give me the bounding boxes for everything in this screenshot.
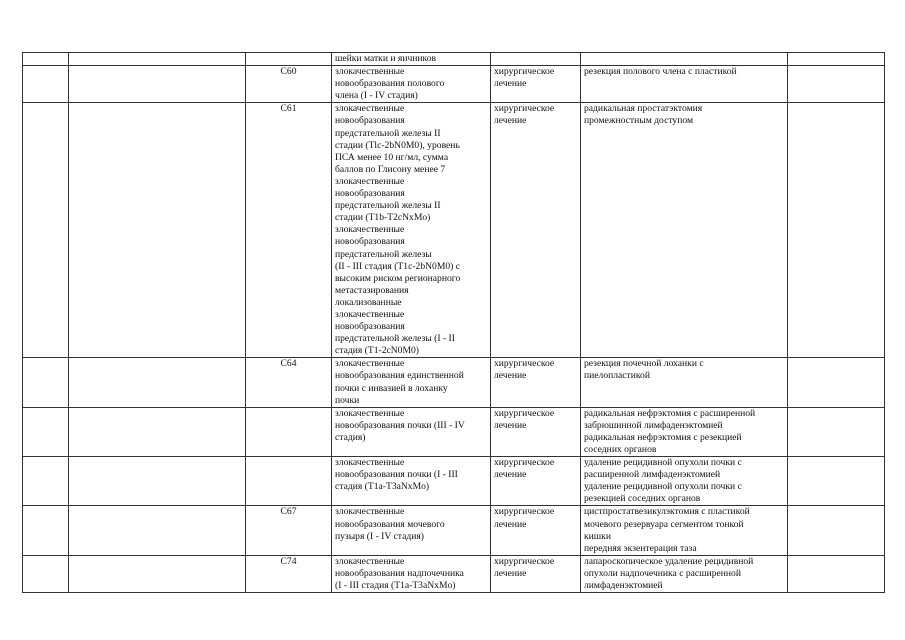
cell-col2 (69, 66, 246, 103)
cell-text-line: злокачественные (335, 66, 405, 78)
cell-col7 (788, 457, 885, 506)
cell-text-line: хирургическое (494, 407, 555, 419)
cell-col7 (788, 506, 885, 555)
cell-text-line: пузыря (I - IV стадия) (335, 530, 424, 542)
cell-text-line: новообразования надпочечника (335, 567, 464, 579)
cell-text-line: злокачественные (335, 506, 405, 518)
cell-text-line: соседних органов (584, 444, 657, 455)
cell-text-line: новообразования единственной (335, 370, 464, 382)
cell-treatment-method (581, 358, 788, 407)
table-row (23, 555, 885, 592)
table-row (23, 53, 885, 66)
cell-text-line: предстательной железы II (335, 127, 441, 139)
cell-text-line: шейки матки и яичников (335, 53, 437, 64)
cell-text-line: кишки (584, 530, 611, 542)
table-row (23, 358, 885, 407)
cell-text: C74 (280, 555, 297, 567)
cell-text-line: удаление рецидивной опухоли почки с (584, 481, 742, 493)
cell-treatment-method (581, 407, 788, 456)
cell-text-line: почки с инвазией в лоханку (335, 382, 448, 394)
cell-text-line: лимфаденэктомией (584, 580, 663, 592)
cell-col2 (69, 53, 246, 66)
cell-text: C64 (280, 358, 297, 370)
cell-text-line: хирургическое (494, 358, 555, 370)
cell-col7 (788, 555, 885, 592)
cell-diagnosis (332, 407, 491, 456)
cell-text-line: злокачественные (335, 358, 405, 370)
cell-text-line: забрюшинной лимфаденэктомией (584, 419, 723, 431)
cell-treatment-method (581, 53, 788, 66)
cell-text-line: баллов по Глисону менее 7 (335, 163, 446, 175)
cell-text-line: радикальная простатэктомия (584, 103, 703, 115)
cell-text-line: стадии (Tlc-2bN0M0), уровень (335, 139, 460, 151)
cell-text-line: мочевого резервуара сегментом тонкой (584, 518, 744, 530)
cell-text-line: резекция полового члена с пластикой (584, 66, 737, 78)
cell-treatment-method (581, 103, 788, 358)
cell-treatment-type (491, 358, 581, 407)
cell-text-line: лечение (494, 115, 527, 127)
cell-text-line: лапароскопическое удаление рецидивной (584, 555, 754, 567)
document-page (22, 52, 884, 593)
medical-procedures-table (22, 52, 885, 593)
cell-text-line: злокачественные (335, 308, 405, 320)
cell-text-line: резекцией соседних органов (584, 493, 701, 505)
cell-treatment-type (491, 407, 581, 456)
cell-diagnosis (332, 506, 491, 555)
cell-treatment-type (491, 457, 581, 506)
cell-treatment-method (581, 506, 788, 555)
cell-text-line: злокачественные (335, 175, 405, 187)
cell-text-line: новообразования почки (III - IV (335, 419, 465, 431)
table-row (23, 66, 885, 103)
cell-text-line: лечение (494, 469, 527, 481)
table-row (23, 407, 885, 456)
cell-treatment-type (491, 555, 581, 592)
cell-icd-code (246, 53, 332, 66)
cell-col1 (23, 457, 69, 506)
cell-text-line: пиелопластикой (584, 370, 650, 382)
cell-icd-code (246, 66, 332, 103)
cell-icd-code (246, 407, 332, 456)
cell-col2 (69, 103, 246, 358)
cell-text-line: хирургическое (494, 457, 555, 469)
cell-text-line: новообразования (335, 115, 405, 127)
cell-text-line: новообразования мочевого (335, 518, 445, 530)
cell-col1 (23, 506, 69, 555)
cell-text-line: локализованные (335, 296, 402, 308)
cell-diagnosis (332, 457, 491, 506)
cell-text-line: стадия (T1a-T3aNxMo) (335, 481, 430, 493)
cell-col2 (69, 358, 246, 407)
cell-text-line: новообразования (335, 321, 405, 333)
cell-icd-code (246, 506, 332, 555)
cell-text-line: хирургическое (494, 555, 555, 567)
cell-treatment-type (491, 66, 581, 103)
cell-treatment-type (491, 53, 581, 66)
cell-col7 (788, 358, 885, 407)
cell-text-line: почки (335, 394, 360, 406)
cell-text-line: радикальная нефрэктомия с резекцией (584, 431, 742, 443)
cell-icd-code (246, 358, 332, 407)
cell-col1 (23, 103, 69, 358)
cell-text-line: злокачественные (335, 103, 405, 115)
cell-text-line: стадия) (335, 431, 366, 443)
cell-diagnosis (332, 53, 491, 66)
cell-col7 (788, 53, 885, 66)
cell-text-line: злокачественные (335, 407, 405, 419)
cell-text-line: высоким риском регионарного (335, 272, 461, 284)
cell-col7 (788, 407, 885, 456)
cell-diagnosis (332, 103, 491, 358)
cell-icd-code (246, 457, 332, 506)
cell-treatment-type (491, 506, 581, 555)
cell-text-line: радикальная нефрэктомия с расширенной (584, 407, 756, 419)
cell-text-line: предстательной железы II (335, 200, 441, 212)
cell-col1 (23, 555, 69, 592)
cell-text-line: (II - III стадия (T1c-2bN0M0) с (335, 260, 461, 272)
cell-text-line: лечение (494, 370, 527, 382)
cell-text-line: резекция почечной лоханки с (584, 358, 704, 370)
table-row (23, 457, 885, 506)
cell-text-line: хирургическое (494, 506, 555, 518)
cell-text-line: расширенной лимфаденэктомией (584, 469, 721, 481)
cell-diagnosis (332, 358, 491, 407)
cell-treatment-method (581, 457, 788, 506)
cell-col7 (788, 66, 885, 103)
cell-text-line: ПСА менее 10 нг/мл, сумма (335, 151, 449, 163)
cell-text-line: лечение (494, 419, 527, 431)
cell-text-line: цистпростатвезикулэктомия с пластикой (584, 506, 750, 518)
cell-text-line: злокачественные (335, 224, 405, 236)
cell-text-line: новообразования полового (335, 78, 445, 90)
cell-text-line: удаление рецидивной опухоли почки с (584, 457, 742, 469)
cell-text-line: новообразования почки (I - III (335, 469, 458, 481)
cell-text-line: стадии (T1b-T2cNxMo) (335, 212, 431, 224)
cell-col1 (23, 358, 69, 407)
cell-text: C61 (280, 103, 297, 115)
cell-col1 (23, 66, 69, 103)
cell-text-line: лечение (494, 518, 527, 530)
cell-text: C67 (280, 506, 297, 518)
cell-col2 (69, 407, 246, 456)
cell-col2 (69, 506, 246, 555)
cell-icd-code (246, 103, 332, 358)
cell-text-line: передняя экзентерация таза (584, 542, 697, 554)
cell-treatment-method (581, 555, 788, 592)
cell-text-line: предстательной железы (335, 248, 432, 260)
cell-text-line: хирургическое (494, 66, 555, 78)
cell-text-line: злокачественные (335, 457, 405, 469)
cell-text-line: опухоли надпочечника с расширенной (584, 567, 741, 579)
cell-treatment-type (491, 103, 581, 358)
cell-text-line: злокачественные (335, 555, 405, 567)
cell-diagnosis (332, 555, 491, 592)
cell-text-line: промежностным доступом (584, 115, 694, 127)
cell-text-line: новообразования (335, 188, 405, 200)
cell-col1 (23, 407, 69, 456)
cell-text-line: лечение (494, 567, 527, 579)
cell-text-line: стадия (T1-2cN0M0) (335, 345, 420, 357)
cell-text-line: лечение (494, 78, 527, 90)
cell-col1 (23, 53, 69, 66)
cell-text: C60 (280, 66, 297, 78)
cell-text-line: метастазирования (335, 284, 409, 296)
cell-text-line: предстательной железы (I - II (335, 333, 455, 345)
cell-diagnosis (332, 66, 491, 103)
cell-text-line: новообразования (335, 236, 405, 248)
cell-col7 (788, 103, 885, 358)
cell-text-line: хирургическое (494, 103, 555, 115)
table-row (23, 103, 885, 358)
cell-text-line: (I - III стадия (T1a-T3aNxMo) (335, 580, 456, 592)
cell-col2 (69, 457, 246, 506)
cell-text-line: члена (I - IV стадия) (335, 90, 418, 102)
cell-col2 (69, 555, 246, 592)
cell-icd-code (246, 555, 332, 592)
cell-treatment-method (581, 66, 788, 103)
table-row (23, 506, 885, 555)
